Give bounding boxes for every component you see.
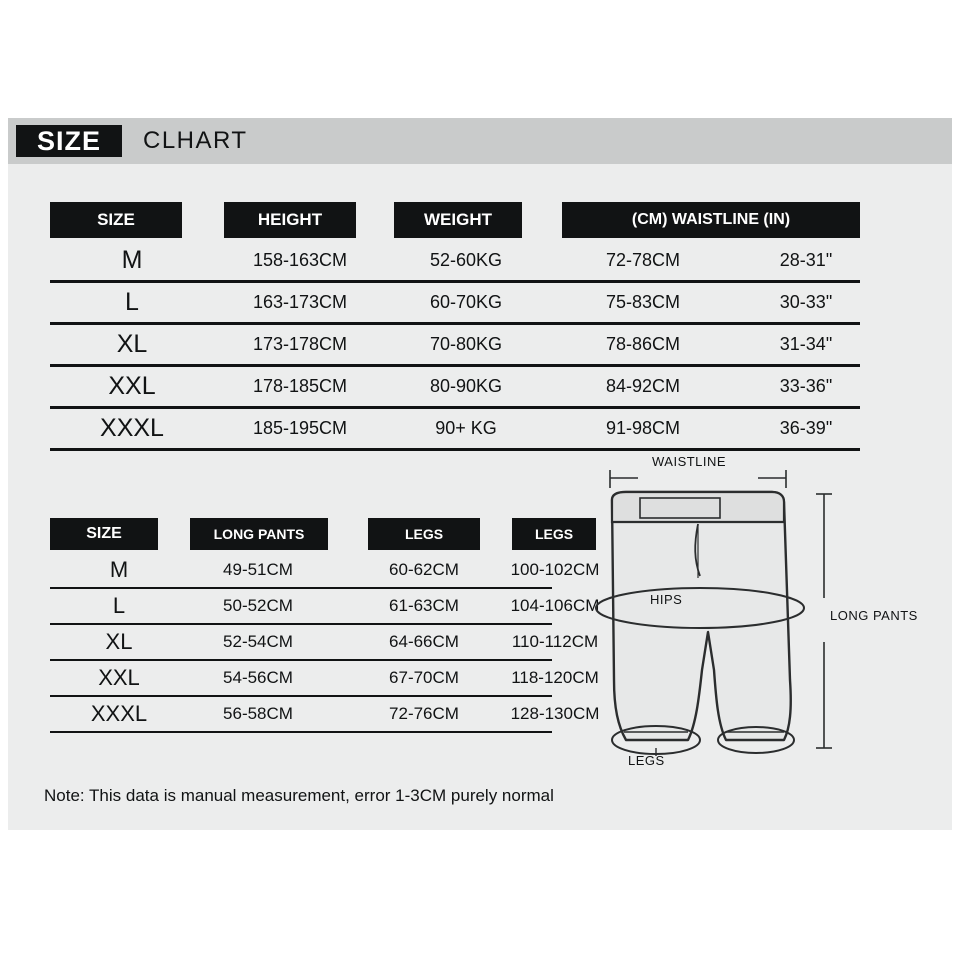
table-cell: 75-83CM [605,291,681,312]
measurement-note: Note: This data is manual measurement, error 1-3CM purely normal [44,786,554,805]
table-row: XL [116,329,148,358]
table-cell: 173-178CM [252,333,348,354]
table-cell: 28-31" [779,249,833,270]
header-size-badge-label: SIZE [36,125,101,156]
table-cell: 158-163CM [252,249,348,270]
header-bar [8,118,952,164]
table-cell: 60-62CM [389,560,459,579]
table-cell: 70-80KG [429,333,503,354]
row-divider [50,280,860,283]
table-row: XXL [108,371,156,400]
col-header-weight: WEIGHT [394,202,522,238]
label-long-pants: LONG PANTS [830,608,918,623]
table-row: M [121,245,143,274]
table-cell: 36-39" [779,417,833,438]
table-cell: 90+ KG [435,417,497,438]
table-cell: 118-120CM [511,668,599,687]
table-cell: 178-185CM [252,375,348,396]
table-row: XL [105,629,133,654]
table-cell: 185-195CM [252,417,348,438]
table-row: XXXL [90,701,148,726]
table-row: XXXL [100,413,164,442]
table-cell: 91-98CM [605,417,681,438]
label-waistline: WAISTLINE [652,454,727,469]
table-cell: 72-78CM [605,249,681,270]
row-divider [50,322,860,325]
table-cell: 49-51CM [223,560,293,579]
size-chart-panel [8,118,952,830]
label-hips: HIPS [650,592,683,607]
table-row: L [112,593,126,618]
table-cell: 60-70KG [429,291,503,312]
table-cell: 30-33" [779,291,833,312]
table-cell: 67-70CM [389,668,459,687]
col-header-legs-1: LEGS [368,518,480,550]
table-cell: 128-130CM [510,704,600,723]
table-cell: 110-112CM [511,632,599,651]
table-cell: 78-86CM [605,333,681,354]
table-cell: 80-90KG [429,375,503,396]
table-cell: 56-58CM [223,704,293,723]
row-divider [50,406,860,409]
row-divider [50,659,552,661]
col-header-long-pants: LONG PANTS [190,518,328,550]
table-cell: 50-52CM [223,596,293,615]
col-header-size: SIZE [50,202,182,238]
row-divider [50,364,860,367]
page-title: CLHART [143,127,248,154]
body-size-table [50,202,860,464]
table-cell: 61-63CM [389,596,459,615]
col-header-height: HEIGHT [224,202,356,238]
table-cell: 84-92CM [605,375,681,396]
shorts-measurement-diagram [568,448,948,788]
row-divider [50,623,552,625]
table-cell: 100-102CM [510,560,600,579]
table-cell: 72-76CM [389,704,459,723]
table-cell: 52-54CM [223,632,293,651]
table-cell: 31-34" [779,333,833,354]
table-row: XXL [98,665,140,690]
col-header-waistline: (CM) WAISTLINE (IN) [562,202,860,238]
garment-measurement-table [50,518,600,818]
col-header-legs-2: LEGS [512,518,596,550]
table-cell: 54-56CM [223,668,293,687]
row-divider [50,731,552,733]
col-header-size: SIZE [50,518,158,550]
row-divider [50,587,552,589]
header-size-badge [16,125,122,157]
row-divider [50,695,552,697]
table-cell: 163-173CM [252,291,348,312]
label-legs: LEGS [628,753,665,768]
table-row: L [125,287,139,316]
table-cell: 104-106CM [510,596,600,615]
table-cell: 52-60KG [429,249,503,270]
table-cell: 33-36" [779,375,833,396]
table-row: M [109,557,129,582]
table-cell: 64-66CM [389,632,459,651]
